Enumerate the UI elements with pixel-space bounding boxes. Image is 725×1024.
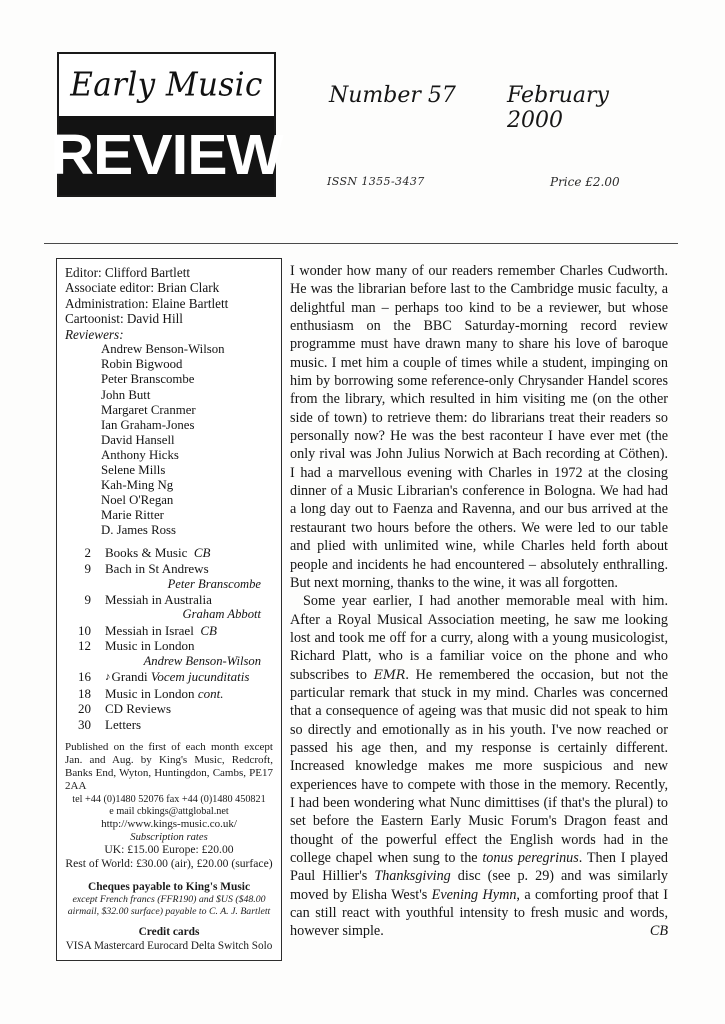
toc-title: Letters (105, 716, 142, 732)
toc-entry[interactable] (65, 561, 273, 577)
reviewer-name: Kah-Ming Ng (101, 478, 174, 493)
toc-entry[interactable] (65, 686, 273, 702)
reviewer-name: David Hansell (101, 432, 175, 447)
reviewer-name: Anthony Hicks (101, 447, 179, 462)
cover-price: Price £2.00 (550, 175, 620, 189)
toc-page-number: 30 (78, 716, 91, 732)
toc-page-number: 12 (78, 638, 91, 654)
cheques-note: except French francs (FFR190) and $US ($48.00 airmail, $32.00 surface) payable to C. A. J. Bartlett (67, 893, 271, 917)
toc-page-number: 16 (78, 669, 91, 685)
editorial-text-segment: . He remembered the occasion, but not the particular remark that stuck in my mind. Charles was concerned that a consequence of ageing was that music did not speak to him so directly and emotionally as in his youth. I've now reached or passed his age then, and my response is certainly different. Increased knowledge makes me more suspicious and new experiences have to compete with those in the memory. Recently, I had been wondering what Nunc dimittises (if that's the plural) to set before the Eastern Early Music Forum's Dragon feast and thought of the powerful effect the English words had in the college chapel when sung to the (290, 666, 668, 866)
reviewer-name: John Butt (101, 387, 151, 402)
toc-entry[interactable] (65, 717, 273, 733)
email-address[interactable]: e mail cbkings@attglobal.net (109, 805, 229, 817)
toc-title: Messiah in Australia (105, 591, 212, 607)
toc-byline: Graham Abbott (182, 607, 261, 622)
emr-abbreviation: EMR (373, 666, 406, 682)
editorial-text-segment: disc (see p. 29) and was similarly moved by Elisha West's (290, 868, 668, 903)
editorial-text-segment: Some year earlier, I had another memorable meal with him. After a Royal Musical Association meeting, he saw me looking lost and took me off for a curry, along with a young musicologist, Richard Platt, who is a familiar voice on the phone and who subscribes to (290, 593, 668, 683)
staff-line: Cartoonist: David Hill (65, 311, 183, 327)
reviewer-name: Andrew Benson-Wilson (101, 342, 225, 357)
toc-entry[interactable] (65, 638, 273, 654)
reviewer-name: Robin Bigwood (101, 357, 183, 372)
toc-title-text: Messiah in Israel (105, 622, 194, 638)
toc-title: CD Reviews (105, 701, 172, 717)
editorial-column (290, 262, 668, 941)
toc-title-italic: cont. (197, 685, 224, 701)
toc-page-number: 9 (84, 591, 91, 607)
toc-title: Bach in St Andrews (105, 561, 209, 577)
reviewer-name: Selene Mills (101, 462, 166, 477)
eighth-note-icon: ♪ (105, 671, 111, 684)
staff-list (65, 265, 273, 327)
table-of-contents (65, 545, 273, 732)
thanksgiving-title-italic: Thanksgiving (374, 868, 451, 885)
editorial-signoff: CB (649, 923, 668, 940)
logo-bottom-panel (50, 116, 283, 195)
toc-entry[interactable] (65, 545, 273, 561)
subscription-rate-uk-europe: UK: £15.00 Europe: £20.00 (104, 843, 234, 857)
reviewer-name: Margaret Cranmer (101, 402, 196, 417)
toc-title (91, 623, 217, 639)
reviewers-list (65, 342, 273, 538)
website-url[interactable]: http://www.kings-music.co.uk/ (101, 818, 237, 831)
staff-line: Editor: Clifford Bartlett (65, 265, 191, 280)
toc-page-number: 18 (78, 685, 91, 701)
toc-byline: Peter Branscombe (167, 576, 261, 591)
sidebar-info-box (56, 258, 282, 961)
credit-cards-heading: Credit cards (138, 926, 200, 939)
toc-entry[interactable] (65, 592, 273, 608)
subscription-heading: Subscription rates (130, 832, 208, 844)
tonus-peregrinus-italic: tonus peregrinus (482, 850, 579, 866)
staff-line: Administration: Elaine Bartlett (65, 295, 229, 311)
editorial-paragraph-2 (290, 592, 668, 941)
toc-title-italic: Vocem jucunditatis (150, 669, 250, 685)
toc-title (91, 669, 249, 686)
logo-top-panel (59, 54, 274, 116)
masthead (50, 52, 670, 207)
toc-title-text: Grandi (111, 669, 148, 685)
logo-review-text: REVIEW (50, 123, 283, 187)
toc-title (91, 686, 223, 702)
reviewer-name: Peter Branscombe (101, 372, 195, 387)
editorial-text-segment: , a comforting proof that I can still react with youthful intensity to fresh music and words, however simple. (290, 886, 668, 940)
issn-text: ISSN 1355-3437 (327, 175, 425, 188)
toc-title (91, 545, 210, 561)
header-divider (44, 243, 678, 244)
publication-statement: Published on the first of each month except Jan. and Aug. by King's Music, Redcroft, Banks End, Wyton, Huntingdon, Cambs, PE17 2AA (65, 741, 273, 792)
reviewer-name: Ian Graham-Jones (101, 417, 195, 432)
editorial-paragraph-1: I wonder how many of our readers remember Charles Cudworth. He was the librarian before last to the Cambridge music faculty, a delightful man – perhaps too kind to be a reviewer, but whose enthusiasm on the BBC Saturday-morning record review programme must have drawn many to share his love of baroque music. I met him a couple of times while a student, impinging on him by borrowing some reference-only Chrysander Handel scores from the library, which resulted in him visiting me (on the other side of town) to retrieve them: do librarians treat their readers so personally now? He was the best raconteur I have ever met (the only rival was John Julius Norwich at Bach recording at Cöthen). I had a marvellous evening with Charles in 1972 at the closing dinner of a Music Librarian's conference in Bologna. We had had a long day out to Faenza and Ravenna, and our bus arrived at the restaurant two hours before the others. We were led to our table and plied with unlimited wine, while Charles held forth about people and incidents he had encountered – absolutely enthralling. But next morning, thanks to the wine, it was all forgotten. (290, 263, 668, 591)
reviewer-name: D. James Ross (101, 523, 177, 538)
editorial-text-segment: . Then I played Paul Hillier's (290, 850, 668, 885)
subscription-rate-world: Rest of World: £30.00 (air), £20.00 (surface) (65, 856, 273, 870)
reviewer-name: Noel O'Regan (101, 493, 174, 508)
issue-number: Number 57 (329, 83, 456, 108)
toc-byline: Andrew Benson-Wilson (143, 653, 261, 668)
toc-entry[interactable] (65, 701, 273, 717)
magazine-logo (50, 52, 283, 197)
reviewers-heading: Reviewers: (65, 326, 124, 342)
toc-page-number: 20 (78, 701, 91, 717)
toc-page-number: 9 (84, 561, 91, 577)
telephone-fax: tel +44 (0)1480 52076 fax +44 (0)1480 450821 (72, 793, 266, 805)
toc-page-number: 2 (84, 545, 91, 561)
evening-hymn-title-italic: Evening Hymn (431, 886, 517, 903)
toc-title-italic: CB (193, 545, 211, 561)
toc-entry[interactable] (65, 623, 273, 639)
toc-title-italic: CB (200, 622, 217, 638)
logo-early-music-text: Early Music (70, 66, 263, 104)
toc-title-text: Music in London (105, 685, 195, 701)
toc-entry[interactable] (65, 669, 273, 686)
reviewer-name: Marie Ritter (101, 508, 164, 523)
toc-page-number: 10 (78, 622, 91, 638)
toc-title: Music in London (105, 638, 195, 654)
payment-info (65, 881, 273, 953)
issue-date: February 2000 (507, 83, 609, 133)
cheques-heading: Cheques payable to King's Music (87, 880, 251, 893)
credit-cards-list: VISA Mastercard Eurocard Delta Switch Solo (65, 939, 273, 952)
staff-line: Associate editor: Brian Clark (65, 280, 220, 296)
toc-title-text: Books & Music (105, 545, 188, 561)
